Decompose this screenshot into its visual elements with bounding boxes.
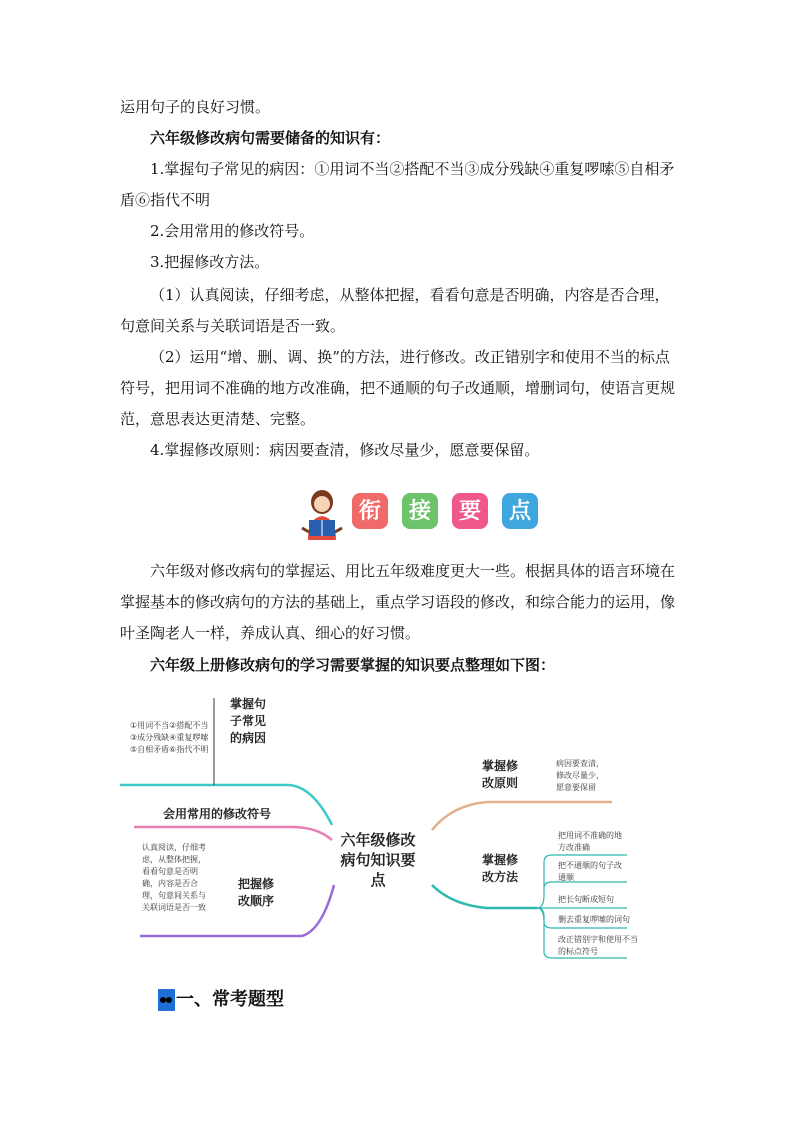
section-heading-text: 一、常考题型: [176, 989, 284, 1010]
knowledge-heading: 六年级修改病句需要储备的知识有：: [150, 129, 391, 147]
mindmap-center: 六年级修改病句知识要点: [340, 831, 416, 889]
mindmap-right1-head: 掌握修改原则: [482, 759, 519, 790]
mindmap-method-3: 把长句断成短句: [558, 895, 614, 904]
banner-char-2: 接: [402, 493, 438, 529]
mindmap-left1-head: 掌握句子常见的病因: [230, 697, 267, 745]
mindmap-method-1: 把用词不准确的地方改准确: [558, 831, 622, 852]
teacher-reading-icon: [298, 488, 346, 540]
mindmap-left3-detail: 认真阅读，仔细考虑，从整体把握，看看句意是否明确，内容是否合理，句意间关系与关联词语是否一致: [142, 843, 206, 912]
mindmap-method-5: 改正错别字和使用不当的标点符号: [558, 935, 638, 956]
heading-marker-icon: [158, 989, 175, 1011]
connection-points-banner: [298, 488, 548, 540]
point-3: 3.把握修改方法。: [150, 253, 270, 271]
point-3-sub-2: （2）运用“增、删、调、换”的方法，进行修改。改正错别字和使用不当的标点符号，把用词不准确的地方改准确，把不通顺的句子改通顺，增删词句，使语言更规范，意思表达更清楚、完整。: [120, 348, 676, 428]
mindmap-left3-head: 把握修改顺序: [238, 877, 275, 908]
mindmap-left2-head: 会用常用的修改符号: [162, 807, 271, 821]
point-3-sub-1: （1）认真阅读，仔细考虑，从整体把握，看看句意是否明确，内容是否合理，句意间关系与关联词语是否一致。: [120, 286, 670, 335]
grade6-intro: 六年级对修改病句的掌握运、用比五年级难度更大一些。根据具体的语言环境在掌握基本的修改病句的方法的基础上，重点学习语段的修改，和综合能力的运用，像叶圣陶老人一样，养成认真、细心的好习惯。: [120, 562, 676, 642]
mindmap-method-2: 把不通顺的句子改通顺: [558, 861, 622, 882]
banner-char-1: 衔: [352, 493, 388, 529]
point-4: 4.掌握修改原则：病因要查清，修改尽量少，愿意要保留。: [150, 441, 540, 459]
point-1: 1.掌握句子常见的病因：①用词不当②搭配不当③成分残缺④重复啰嗦⑤自相矛盾⑥指代不明: [120, 160, 675, 209]
mindmap-caption: 六年级上册修改病句的学习需要掌握的知识要点整理如下图：: [150, 656, 556, 674]
paragraph-continuation: 运用句子的良好习惯。: [120, 98, 271, 116]
mindmap-right2-head: 掌握修改方法: [482, 853, 519, 884]
point-2: 2.会用常用的修改符号。: [150, 222, 315, 240]
mindmap-method-4: 删去重复啰嗦的词句: [558, 915, 630, 924]
mindmap: [112, 690, 642, 970]
mindmap-right1-detail: 病因要查清，修改尽量少，愿意要保留: [556, 759, 604, 792]
banner-char-3: 要: [452, 493, 488, 529]
banner-char-4: 点: [502, 493, 538, 529]
mindmap-left1-detail: ①用词不当②搭配不当③成分残缺④重复啰嗦⑤自相矛盾⑥指代不明: [130, 721, 209, 754]
